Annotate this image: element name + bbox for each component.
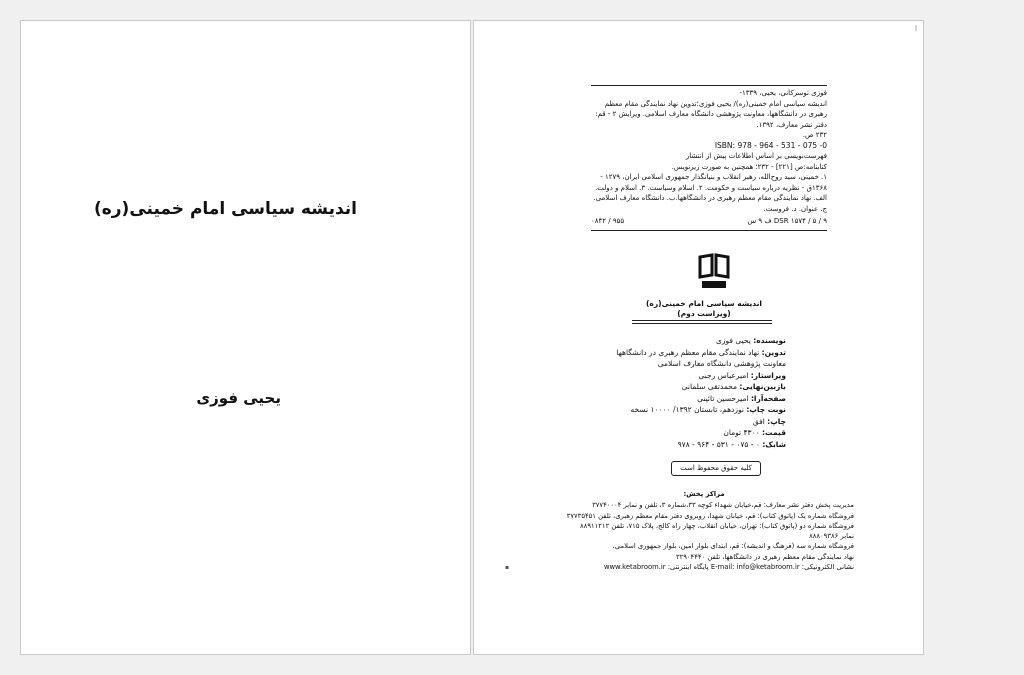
isbn: ISBN: 978 - 964 - 531 - 075 -0: [714, 140, 827, 150]
credit-label: تدوین:: [761, 347, 786, 357]
book-edition: (ویراست دوم): [677, 309, 731, 318]
distribution-line: فروشگاه شماره یک (پاتوق کتاب): قم، خیابان شهدا، روبروی دفتر مقام معظم رهبری، تلفن ۳۷۷۳۵۴۵۱: [566, 511, 854, 520]
credit-value: امیرحسین تائینی: [697, 393, 751, 403]
credit-label: صفحه‌آرا:: [750, 393, 786, 403]
title-rule-2: [632, 323, 772, 324]
cip-line: اندیشه سیاسی امام خمینی(ره)/ یحیی فوزی؛تدوین نهاد نمایندگی مقام معظم: [604, 99, 827, 108]
distribution-line: نشانی الکترونیکی: E-mail: info@ketabroom.ir پایگاه اینترنتی: www.ketabroom.ir: [603, 563, 854, 572]
classification-dsr: DSR ۱۵۷۴ / ۵ / ۹ ف ۹ س: [747, 217, 827, 225]
credit-row: [546, 393, 786, 405]
credit-row: [546, 370, 786, 382]
credit-value: نهاد نمایندگی مقام معظم رهبری در دانشگاهها: [616, 347, 762, 357]
credit-row: [546, 347, 786, 359]
distribution-line: فروشگاه شماره سه (فرهنگ و اندیشه): قم، ابتدای بلوار امین، بلوار جمهوری اسلامی،: [612, 542, 854, 551]
credits-block: [546, 335, 786, 450]
credit-value: ۰ - ۰۷۵ - ۵۳۱ - ۹۶۴ - ۹۷۸: [677, 439, 763, 449]
distribution-line: نهاد نمایندگی مقام معظم رهبری در دانشگاهها، تلفن ۳۲۹۰۴۴۴۰: [675, 552, 854, 561]
cip-line: ۱۳۶۸ق - نظریه درباره سیاست و حکومت. ۲. اسلام وسیاست. ۳. اسلام و دولت.: [595, 183, 827, 192]
classification-row: [591, 216, 827, 227]
credit-label: ویراستار:: [750, 370, 786, 380]
credit-label: قیمت:: [762, 428, 786, 437]
credit-value: ۴۳۰۰ تومان: [723, 428, 763, 437]
cip-line: رهبری در دانشگاهها، معاونت پژوهشی دانشگاه معارف اسلامی. ویرایش ۲ - قم:: [595, 110, 827, 118]
credit-row: [546, 427, 786, 439]
credit-row: [546, 381, 786, 393]
distribution-heading: مراکز پخش:: [683, 490, 725, 498]
credit-value: افق: [752, 416, 768, 426]
credit-label: نویسنده:: [753, 336, 786, 345]
credit-value: محمدتقی سلمانی: [681, 382, 740, 391]
distribution-line: مدیریت پخش دفتر نشر معارف: قم،خیابان شهداء کوچه ۳۳،شماره ۳، تلفن و نمابر ۳۷۷۴۰۰۰۴: [592, 501, 854, 510]
credit-row: [546, 358, 786, 370]
credit-label: بازبین‌نهایی:: [739, 382, 786, 391]
credit-row: [546, 439, 786, 451]
title-rule-1: [632, 320, 772, 321]
cip-line: فوزی توسرکانی، یحیی، ۱۳۳۹-: [739, 89, 827, 97]
book-title-main: اندیشه سیاسی امام خمینی(ره): [93, 199, 357, 219]
cip-line: کتابنامه:ص [۲۲۱] - ۲۳۲؛ همچنین به صورت زیرنویس.: [671, 162, 827, 171]
cip-line: فهرست‌نویسی بر اساس اطلاعات پیش از انتشار: [685, 152, 827, 160]
book-title-block: [624, 299, 784, 319]
cip-line: ۱. خمینی، سید روح‌الله، رهبر انقلاب و بنیانگذار جمهوری اسلامی ایران، ۱۲۷۹ -: [600, 173, 827, 181]
cip-line: الف. نهاد نمایندگی مقام معظم رهبری در دانشگاهها.ب. دانشگاه معارف اسلامی.: [593, 194, 827, 202]
credit-row: [546, 416, 786, 428]
credit-row: [546, 404, 786, 416]
cip-line: ج. عنوان. د. فروست.: [763, 204, 827, 213]
credit-row: [546, 335, 786, 347]
left-page: [20, 20, 471, 655]
credit-value: معاونت پژوهشی دانشگاه معارف اسلامی: [657, 359, 786, 368]
distribution-block: [554, 489, 854, 572]
publisher-logo-icon: [696, 253, 732, 291]
credit-value: نوزدهم، تابستان ۱۳۹۲/ ۱۰۰۰۰ نسخه: [630, 405, 747, 414]
credit-label: چاپ:: [767, 416, 786, 426]
cip-line: ۲۳۲ ص.: [802, 131, 827, 139]
cip-line: دفتر نشر معارف، ۱۳۹۲.: [756, 120, 827, 129]
page-edge-mark: |: [914, 25, 917, 32]
distribution-line: نمابر ۸۸۸۰۹۳۸۶: [809, 532, 854, 541]
credit-label: شابک:: [762, 439, 786, 449]
scan-mark: ▪: [505, 564, 510, 571]
credit-value: یحیی فوزی: [716, 336, 754, 345]
credit-value: امیرعباس رجبی: [698, 370, 751, 380]
book-title: اندیشه سیاسی امام خمینی(ره): [645, 299, 763, 308]
distribution-line: فروشگاه شماره دو (پاتوق کتاب): تهران، خیابان انقلاب، چهار راه کالج، پلاک ۷۱۵، تلفن ۸۸۹۱۱۲۱۲: [580, 521, 854, 530]
credit-label: نوبت چاپ:: [746, 405, 786, 414]
right-page: [473, 20, 924, 655]
rights-notice: کلیه حقوق محفوظ است: [671, 461, 761, 476]
cip-top-rule: [591, 85, 827, 86]
author-name: یحیی فوزی: [196, 389, 281, 407]
cip-block: [591, 85, 827, 231]
classification-dewey: ۹۵۵ / ۰۸۴۲: [591, 217, 625, 225]
cip-bottom-rule: [591, 230, 827, 231]
